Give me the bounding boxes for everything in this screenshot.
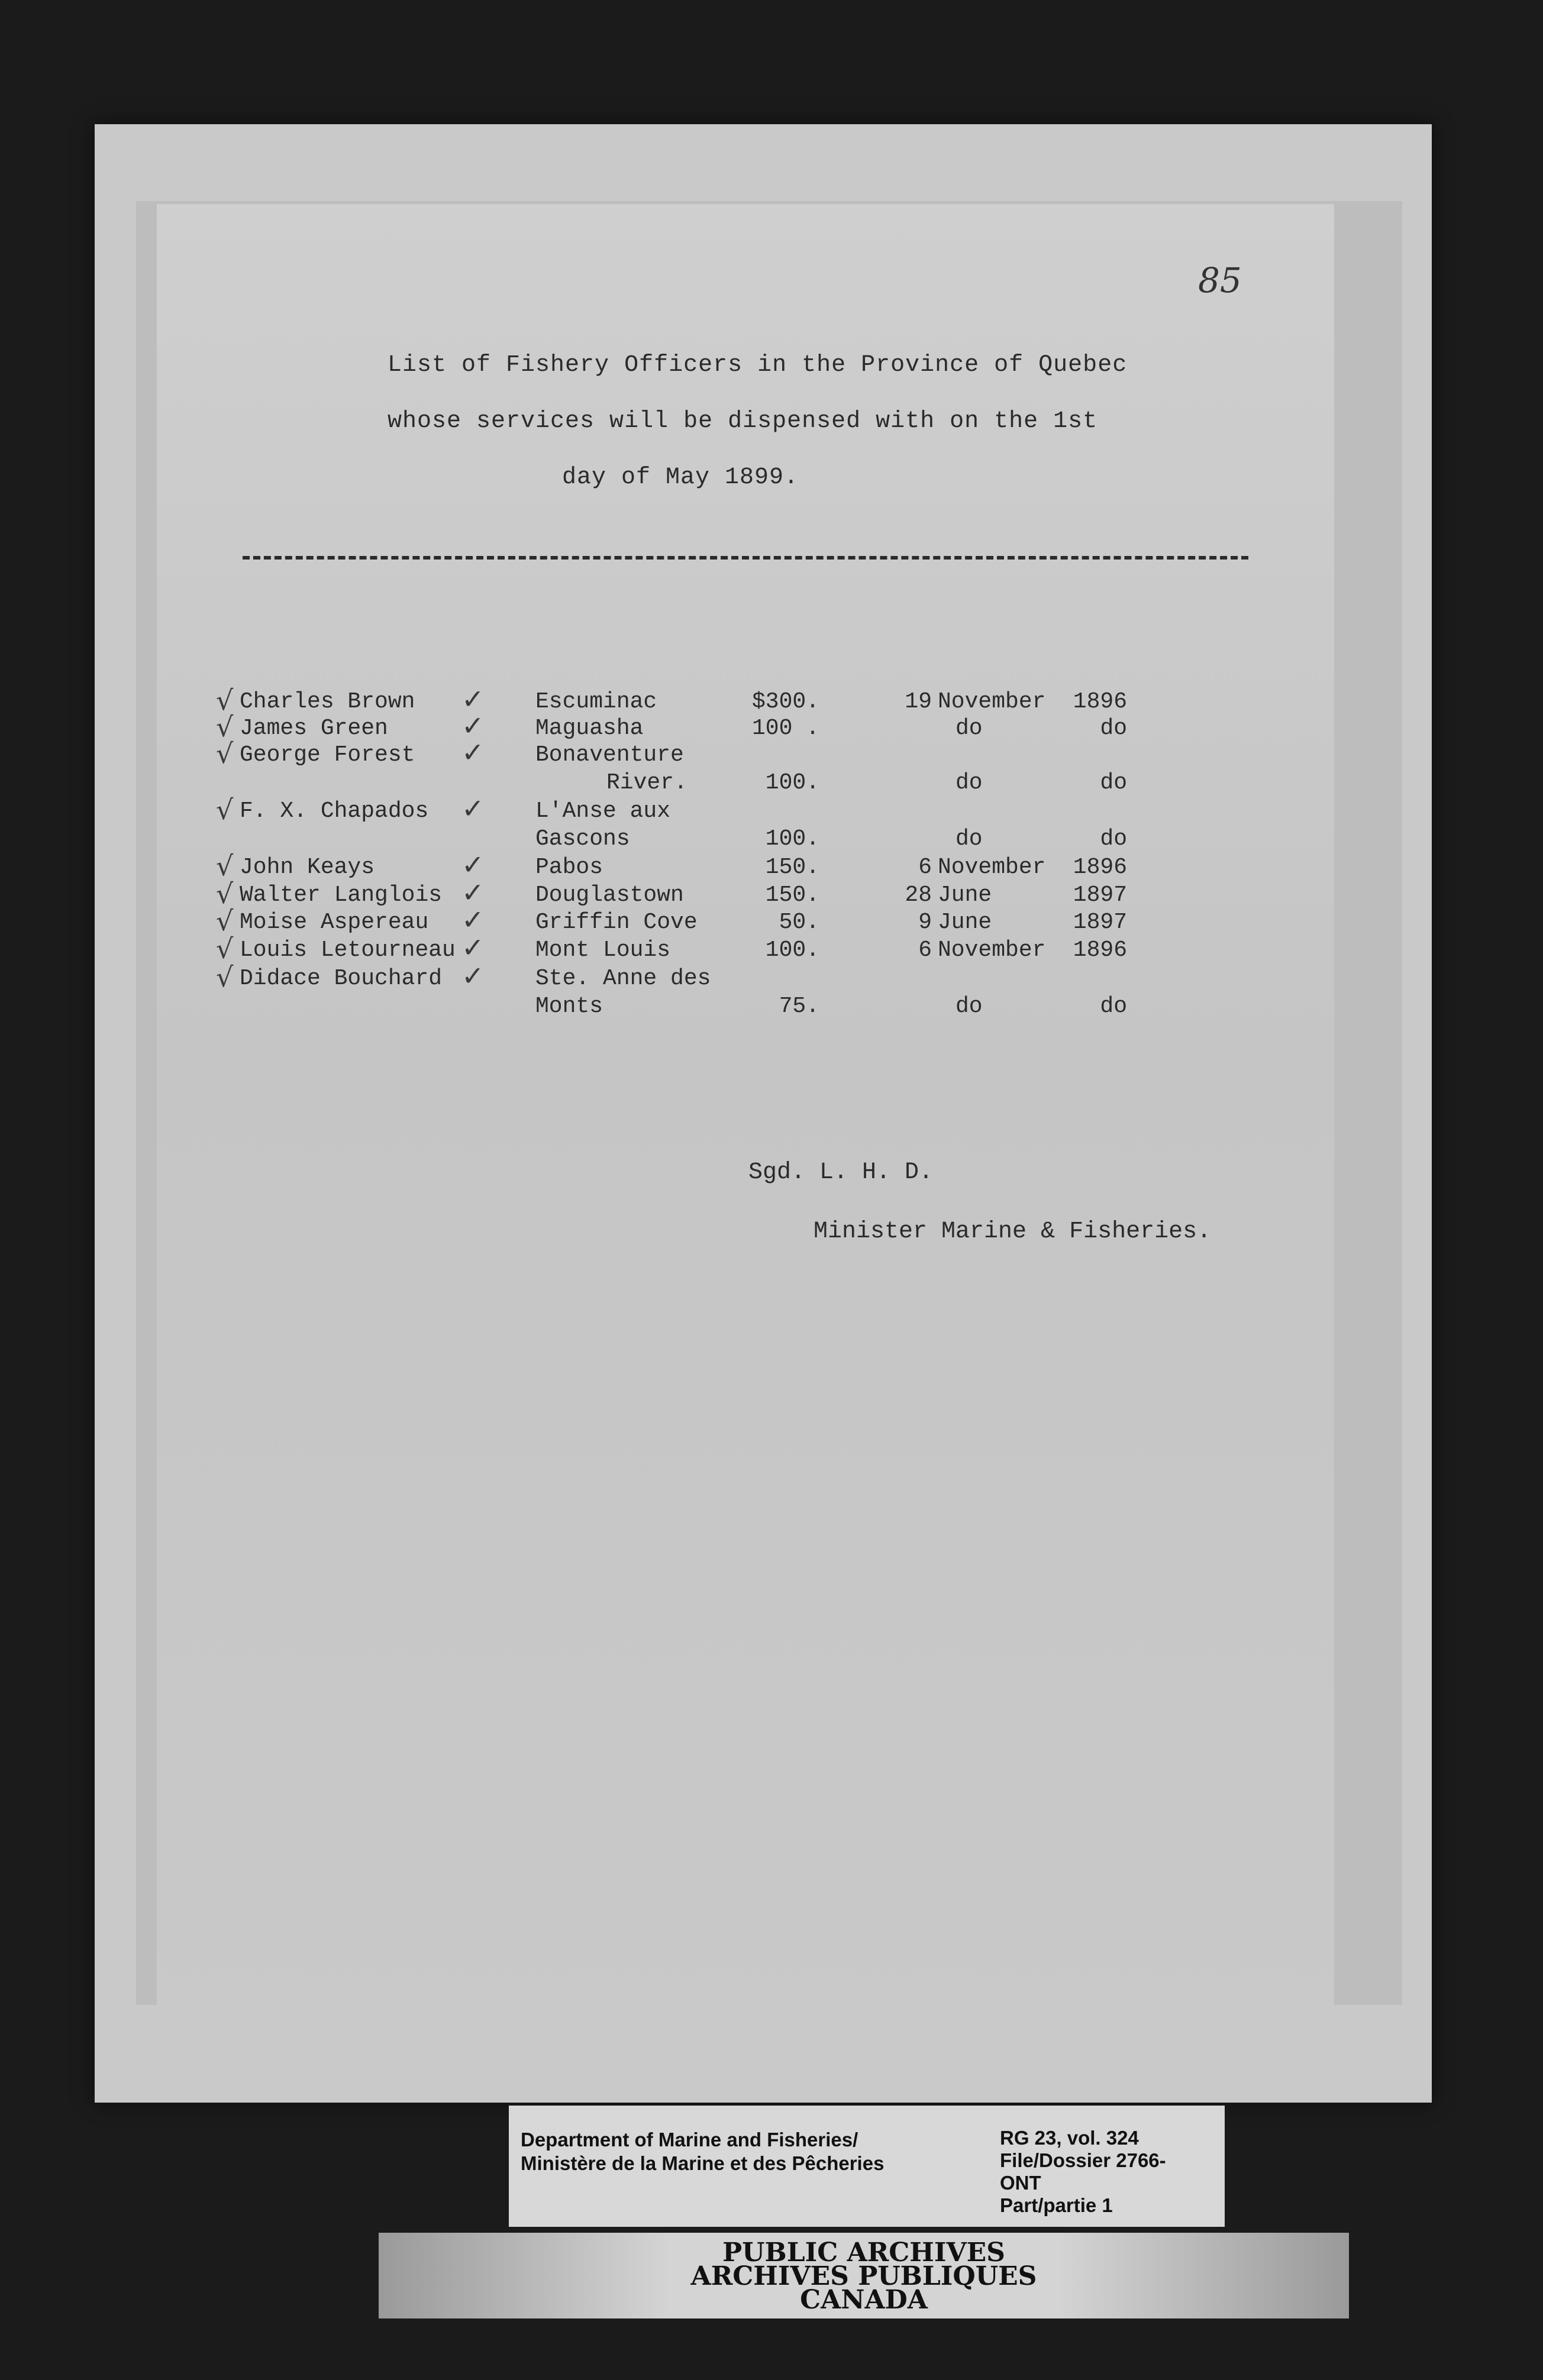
- reference-text: [1000, 2127, 1166, 2217]
- date-day: 6: [918, 937, 932, 963]
- date-day: 6: [918, 855, 932, 880]
- officer-name: James Green: [240, 716, 388, 741]
- reference-line-4: Part/partie 1: [1000, 2194, 1113, 2216]
- salary-amount: 50.: [779, 910, 819, 935]
- checkmark-icon: √: [216, 933, 234, 965]
- station-place: Bonaventure: [535, 742, 684, 768]
- officer-name: Louis Letourneau: [240, 937, 456, 963]
- checkmark-icon: √: [216, 905, 234, 937]
- station-place: L'Anse aux: [535, 798, 671, 824]
- checkmark-icon: √: [216, 850, 234, 882]
- station-place-cont: Monts: [535, 994, 603, 1019]
- station-place: Griffin Cove: [535, 910, 698, 935]
- date-day: 19: [905, 689, 932, 714]
- reference-line-3: ONT: [1000, 2172, 1041, 2194]
- signature-initials: Sgd. L. H. D.: [748, 1159, 934, 1186]
- date-day: 28: [905, 882, 932, 908]
- title-line-1: List of Fishery Officers in the Province of Quebec: [388, 352, 1128, 379]
- station-place-cont: Gascons: [535, 826, 630, 852]
- signature-title: Minister Marine & Fisheries.: [814, 1218, 1212, 1245]
- checkmark-icon: √: [216, 794, 234, 826]
- salary-amount: 150.: [765, 882, 819, 908]
- salary-amount: 100.: [765, 770, 819, 796]
- checkmark-icon: √: [216, 738, 234, 769]
- date-day: 9: [918, 910, 932, 935]
- checkmark-icon: √: [216, 961, 234, 993]
- checkmark-icon: ✓: [461, 960, 485, 992]
- checkmark-icon: √: [216, 878, 234, 910]
- department-text: [521, 2128, 884, 2175]
- archive-reference-label: [509, 2106, 1225, 2227]
- salary-amount: $300.: [751, 689, 819, 714]
- date-month: June: [938, 882, 992, 908]
- date-year: 1896: [1073, 689, 1127, 714]
- department-line-2: Ministère de la Marine et des Pêcheries: [521, 2152, 885, 2174]
- stamp-line-3: CANADA: [800, 2285, 928, 2315]
- checkmark-icon: ✓: [461, 793, 485, 824]
- salary-amount: 100.: [765, 937, 819, 963]
- date-month: June: [938, 910, 992, 935]
- officer-name: F. X. Chapados: [240, 798, 429, 824]
- stamp-line-2: ARCHIVES PUBLIQUES: [690, 2261, 1037, 2291]
- date-month: do: [956, 770, 983, 796]
- station-place: Ste. Anne des: [535, 966, 711, 991]
- salary-amount: 150.: [765, 855, 819, 880]
- station-place: Mont Louis: [535, 937, 671, 963]
- document-sheet: [157, 204, 1334, 2073]
- page-number: 85: [1198, 260, 1242, 300]
- checkmark-icon: √: [216, 684, 234, 716]
- date-month: November: [938, 937, 1046, 963]
- date-year: do: [1100, 994, 1127, 1019]
- station-place: Pabos: [535, 855, 603, 880]
- officer-name: Charles Brown: [240, 689, 415, 714]
- title-line-2: whose services will be dispensed with on the 1st: [388, 408, 1098, 435]
- salary-amount: 75.: [779, 994, 819, 1019]
- checkmark-icon: ✓: [461, 710, 485, 742]
- archives-stamp: [379, 2233, 1349, 2318]
- date-month: do: [956, 994, 983, 1019]
- checkmark-icon: ✓: [461, 849, 485, 881]
- checkmark-icon: ✓: [461, 877, 485, 908]
- department-line-1: Department of Marine and Fisheries/: [521, 2129, 858, 2151]
- date-year: 1896: [1073, 855, 1127, 880]
- date-month: November: [938, 689, 1046, 714]
- checkmark-icon: √: [216, 711, 234, 743]
- reference-line-2: File/Dossier 2766-: [1000, 2149, 1166, 2171]
- date-month: do: [956, 826, 983, 852]
- date-year: 1897: [1073, 910, 1127, 935]
- officer-name: John Keays: [240, 855, 375, 880]
- date-year: 1896: [1073, 937, 1127, 963]
- date-year: 1897: [1073, 882, 1127, 908]
- checkmark-icon: ✓: [461, 683, 485, 715]
- stamp-line-1: PUBLIC ARCHIVES: [722, 2237, 1005, 2268]
- officer-name: Didace Bouchard: [240, 966, 443, 991]
- officer-name: Moise Aspereau: [240, 910, 429, 935]
- checkmark-icon: ✓: [461, 904, 485, 936]
- date-year: do: [1100, 826, 1127, 852]
- officer-name: George Forest: [240, 742, 415, 768]
- station-place-cont: River.: [606, 770, 687, 796]
- checkmark-icon: ✓: [461, 736, 485, 768]
- date-month: November: [938, 855, 1046, 880]
- title-line-3: day of May 1899.: [562, 464, 799, 491]
- date-month: do: [956, 716, 983, 741]
- station-place: Maguasha: [535, 716, 644, 741]
- date-year: do: [1100, 716, 1127, 741]
- date-year: do: [1100, 770, 1127, 796]
- salary-amount: 100 .: [751, 716, 819, 741]
- station-place: Escuminac: [535, 689, 657, 714]
- station-place: Douglastown: [535, 882, 684, 908]
- officer-name: Walter Langlois: [240, 882, 443, 908]
- salary-amount: 100.: [765, 826, 819, 852]
- reference-line-1: RG 23, vol. 324: [1000, 2127, 1139, 2149]
- dashed-divider: [243, 556, 1248, 560]
- checkmark-icon: ✓: [461, 932, 485, 963]
